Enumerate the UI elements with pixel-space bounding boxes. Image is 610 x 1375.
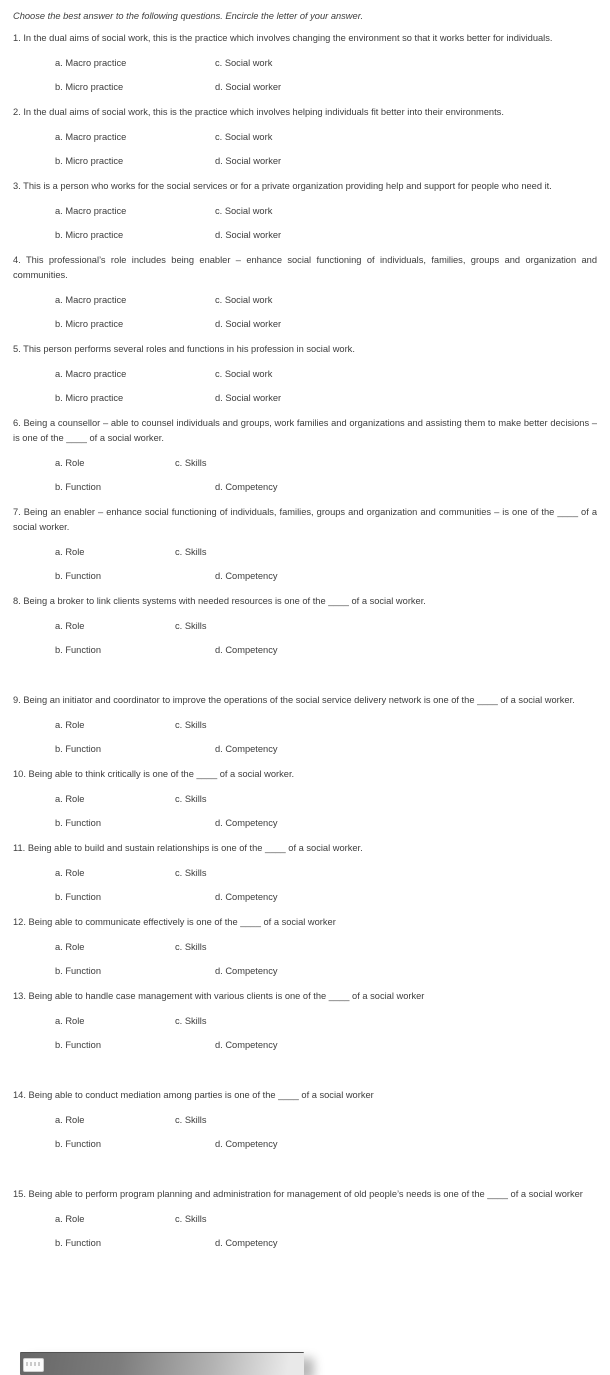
question-block: [13, 342, 597, 416]
option-c: c. Skills: [175, 942, 207, 952]
question-block: [13, 915, 597, 989]
option-a: a. Macro practice: [55, 58, 127, 68]
option-a: a. Macro practice: [55, 369, 127, 379]
option-c: c. Skills: [175, 868, 207, 878]
option-a: a. Macro practice: [55, 206, 127, 216]
option-d: d. Social worker: [215, 393, 282, 403]
option-b: b. Function: [55, 892, 101, 902]
question-text: 15. Being able to perform program planning and administration for management of old people’s needs is one of the ____ of a social worker: [13, 1189, 583, 1199]
option-a: a. Role: [55, 1214, 85, 1224]
question-text: 7. Being an enabler – enhance social functioning of individuals, families, groups and organization and communities – is one of the ____ of a social worker.: [13, 507, 597, 532]
option-d: d. Social worker: [215, 82, 282, 92]
option-a: a. Role: [55, 621, 85, 631]
question-block: [13, 693, 597, 767]
option-c: c. Social work: [215, 132, 273, 142]
thumbnail-content-lines: [26, 1362, 41, 1366]
question-text: 3. This is a person who works for the social services or for a private organization providing help and support for people who need it.: [13, 181, 552, 191]
option-b: b. Micro practice: [55, 82, 124, 92]
option-d: d. Social worker: [215, 230, 282, 240]
option-a: a. Role: [55, 547, 85, 557]
option-b: b. Function: [55, 1040, 101, 1050]
options-row-ac: [13, 457, 597, 469]
question-block: [13, 989, 597, 1063]
question-block: [13, 1187, 597, 1261]
options-row-bd: [13, 155, 597, 167]
options-row-ac: [13, 1114, 597, 1126]
embedded-image-fragment: [20, 1352, 304, 1375]
options-row-ac: [13, 793, 597, 805]
options-row-ac: [13, 57, 597, 69]
option-c: c. Skills: [175, 794, 207, 804]
question-text: 1. In the dual aims of social work, this is the practice which involves changing the environment so that it works better for individuals.: [13, 33, 553, 43]
question-block: [13, 841, 597, 915]
options-row-ac: [13, 867, 597, 879]
question-text: 9. Being an initiator and coordinator to improve the operations of the social service delivery network is one of the ____ of a social worker.: [13, 695, 575, 705]
option-c: c. Skills: [175, 621, 207, 631]
instructions-line: Choose the best answer to the following questions. Encircle the letter of your answer.: [13, 11, 364, 21]
option-c: c. Social work: [215, 295, 273, 305]
question-block: [13, 253, 597, 342]
options-row-bd: [13, 891, 597, 903]
option-a: a. Role: [55, 868, 85, 878]
options-row-bd: [13, 743, 597, 755]
question-text: 11. Being able to build and sustain relationships is one of the ____ of a social worker.: [13, 843, 363, 853]
option-c: c. Social work: [215, 206, 273, 216]
option-c: c. Skills: [175, 1115, 207, 1125]
options-row-bd: [13, 229, 597, 241]
options-row-bd: [13, 570, 597, 582]
question-block: [13, 416, 597, 505]
options-row-ac: [13, 205, 597, 217]
question-text: 2. In the dual aims of social work, this is the practice which involves helping individuals fit better into their environments.: [13, 107, 504, 117]
option-b: b. Function: [55, 744, 101, 754]
option-d: d. Competency: [215, 966, 278, 976]
option-c: c. Skills: [175, 1016, 207, 1026]
option-d: d. Competency: [215, 645, 278, 655]
option-d: d. Competency: [215, 818, 278, 828]
options-row-ac: [13, 719, 597, 731]
options-row-bd: [13, 318, 597, 330]
options-row-ac: [13, 131, 597, 143]
questions-container: [13, 31, 597, 1261]
option-c: c. Skills: [175, 547, 207, 557]
question-block: [13, 1088, 597, 1162]
option-a: a. Role: [55, 942, 85, 952]
option-c: c. Skills: [175, 1214, 207, 1224]
option-a: a. Macro practice: [55, 295, 127, 305]
option-d: d. Competency: [215, 892, 278, 902]
option-b: b. Function: [55, 1139, 101, 1149]
options-row-bd: [13, 392, 597, 404]
question-block: [13, 767, 597, 841]
document-thumbnail-icon: [23, 1358, 44, 1372]
question-block: [13, 105, 597, 179]
question-text: 10. Being able to think critically is one of the ____ of a social worker.: [13, 769, 295, 779]
option-d: d. Social worker: [215, 319, 282, 329]
option-a: a. Role: [55, 458, 85, 468]
options-row-ac: [13, 546, 597, 558]
options-row-ac: [13, 1015, 597, 1027]
option-a: a. Macro practice: [55, 132, 127, 142]
option-d: d. Competency: [215, 1139, 278, 1149]
question-text: 12. Being able to communicate effectively is one of the ____ of a social worker: [13, 917, 336, 927]
option-c: c. Skills: [175, 720, 207, 730]
question-block: [13, 505, 597, 594]
options-row-ac: [13, 1213, 597, 1225]
question-block: [13, 31, 597, 105]
question-text: 13. Being able to handle case management with various clients is one of the ____ of a social worker: [13, 991, 425, 1001]
options-row-bd: [13, 1237, 597, 1249]
option-b: b. Micro practice: [55, 319, 124, 329]
options-row-ac: [13, 294, 597, 306]
option-d: d. Social worker: [215, 156, 282, 166]
option-c: c. Skills: [175, 458, 207, 468]
option-a: a. Role: [55, 794, 85, 804]
option-d: d. Competency: [215, 482, 278, 492]
question-text: 6. Being a counsellor – able to counsel individuals and groups, work families and organizations and assisting them to make better decisions – is one of the ____ of a social worker.: [13, 418, 597, 443]
options-row-ac: [13, 620, 597, 632]
option-d: d. Competency: [215, 571, 278, 581]
options-row-bd: [13, 965, 597, 977]
option-a: a. Role: [55, 1115, 85, 1125]
option-c: c. Social work: [215, 369, 273, 379]
option-b: b. Function: [55, 966, 101, 976]
option-d: d. Competency: [215, 744, 278, 754]
option-a: a. Role: [55, 1016, 85, 1026]
question-text: 14. Being able to conduct mediation among parties is one of the ____ of a social worker: [13, 1090, 374, 1100]
options-row-bd: [13, 644, 597, 656]
option-c: c. Social work: [215, 58, 273, 68]
options-row-ac: [13, 941, 597, 953]
option-b: b. Function: [55, 818, 101, 828]
option-b: b. Micro practice: [55, 230, 124, 240]
question-text: 5. This person performs several roles and functions in his profession in social work.: [13, 344, 355, 354]
option-b: b. Function: [55, 645, 101, 655]
option-b: b. Micro practice: [55, 393, 124, 403]
question-block: [13, 594, 597, 668]
options-row-bd: [13, 1138, 597, 1150]
option-a: a. Role: [55, 720, 85, 730]
options-row-bd: [13, 1039, 597, 1051]
option-b: b. Micro practice: [55, 156, 124, 166]
option-d: d. Competency: [215, 1040, 278, 1050]
options-row-bd: [13, 817, 597, 829]
option-b: b. Function: [55, 482, 101, 492]
question-text: 4. This professional’s role includes being enabler – enhance social functioning of individuals, families, groups and organization and communities.: [13, 255, 597, 280]
option-b: b. Function: [55, 571, 101, 581]
options-row-ac: [13, 368, 597, 380]
options-row-bd: [13, 81, 597, 93]
option-d: d. Competency: [215, 1238, 278, 1248]
question-text: 8. Being a broker to link clients systems with needed resources is one of the ____ of a social worker.: [13, 596, 426, 606]
option-b: b. Function: [55, 1238, 101, 1248]
options-row-bd: [13, 481, 597, 493]
question-block: [13, 179, 597, 253]
